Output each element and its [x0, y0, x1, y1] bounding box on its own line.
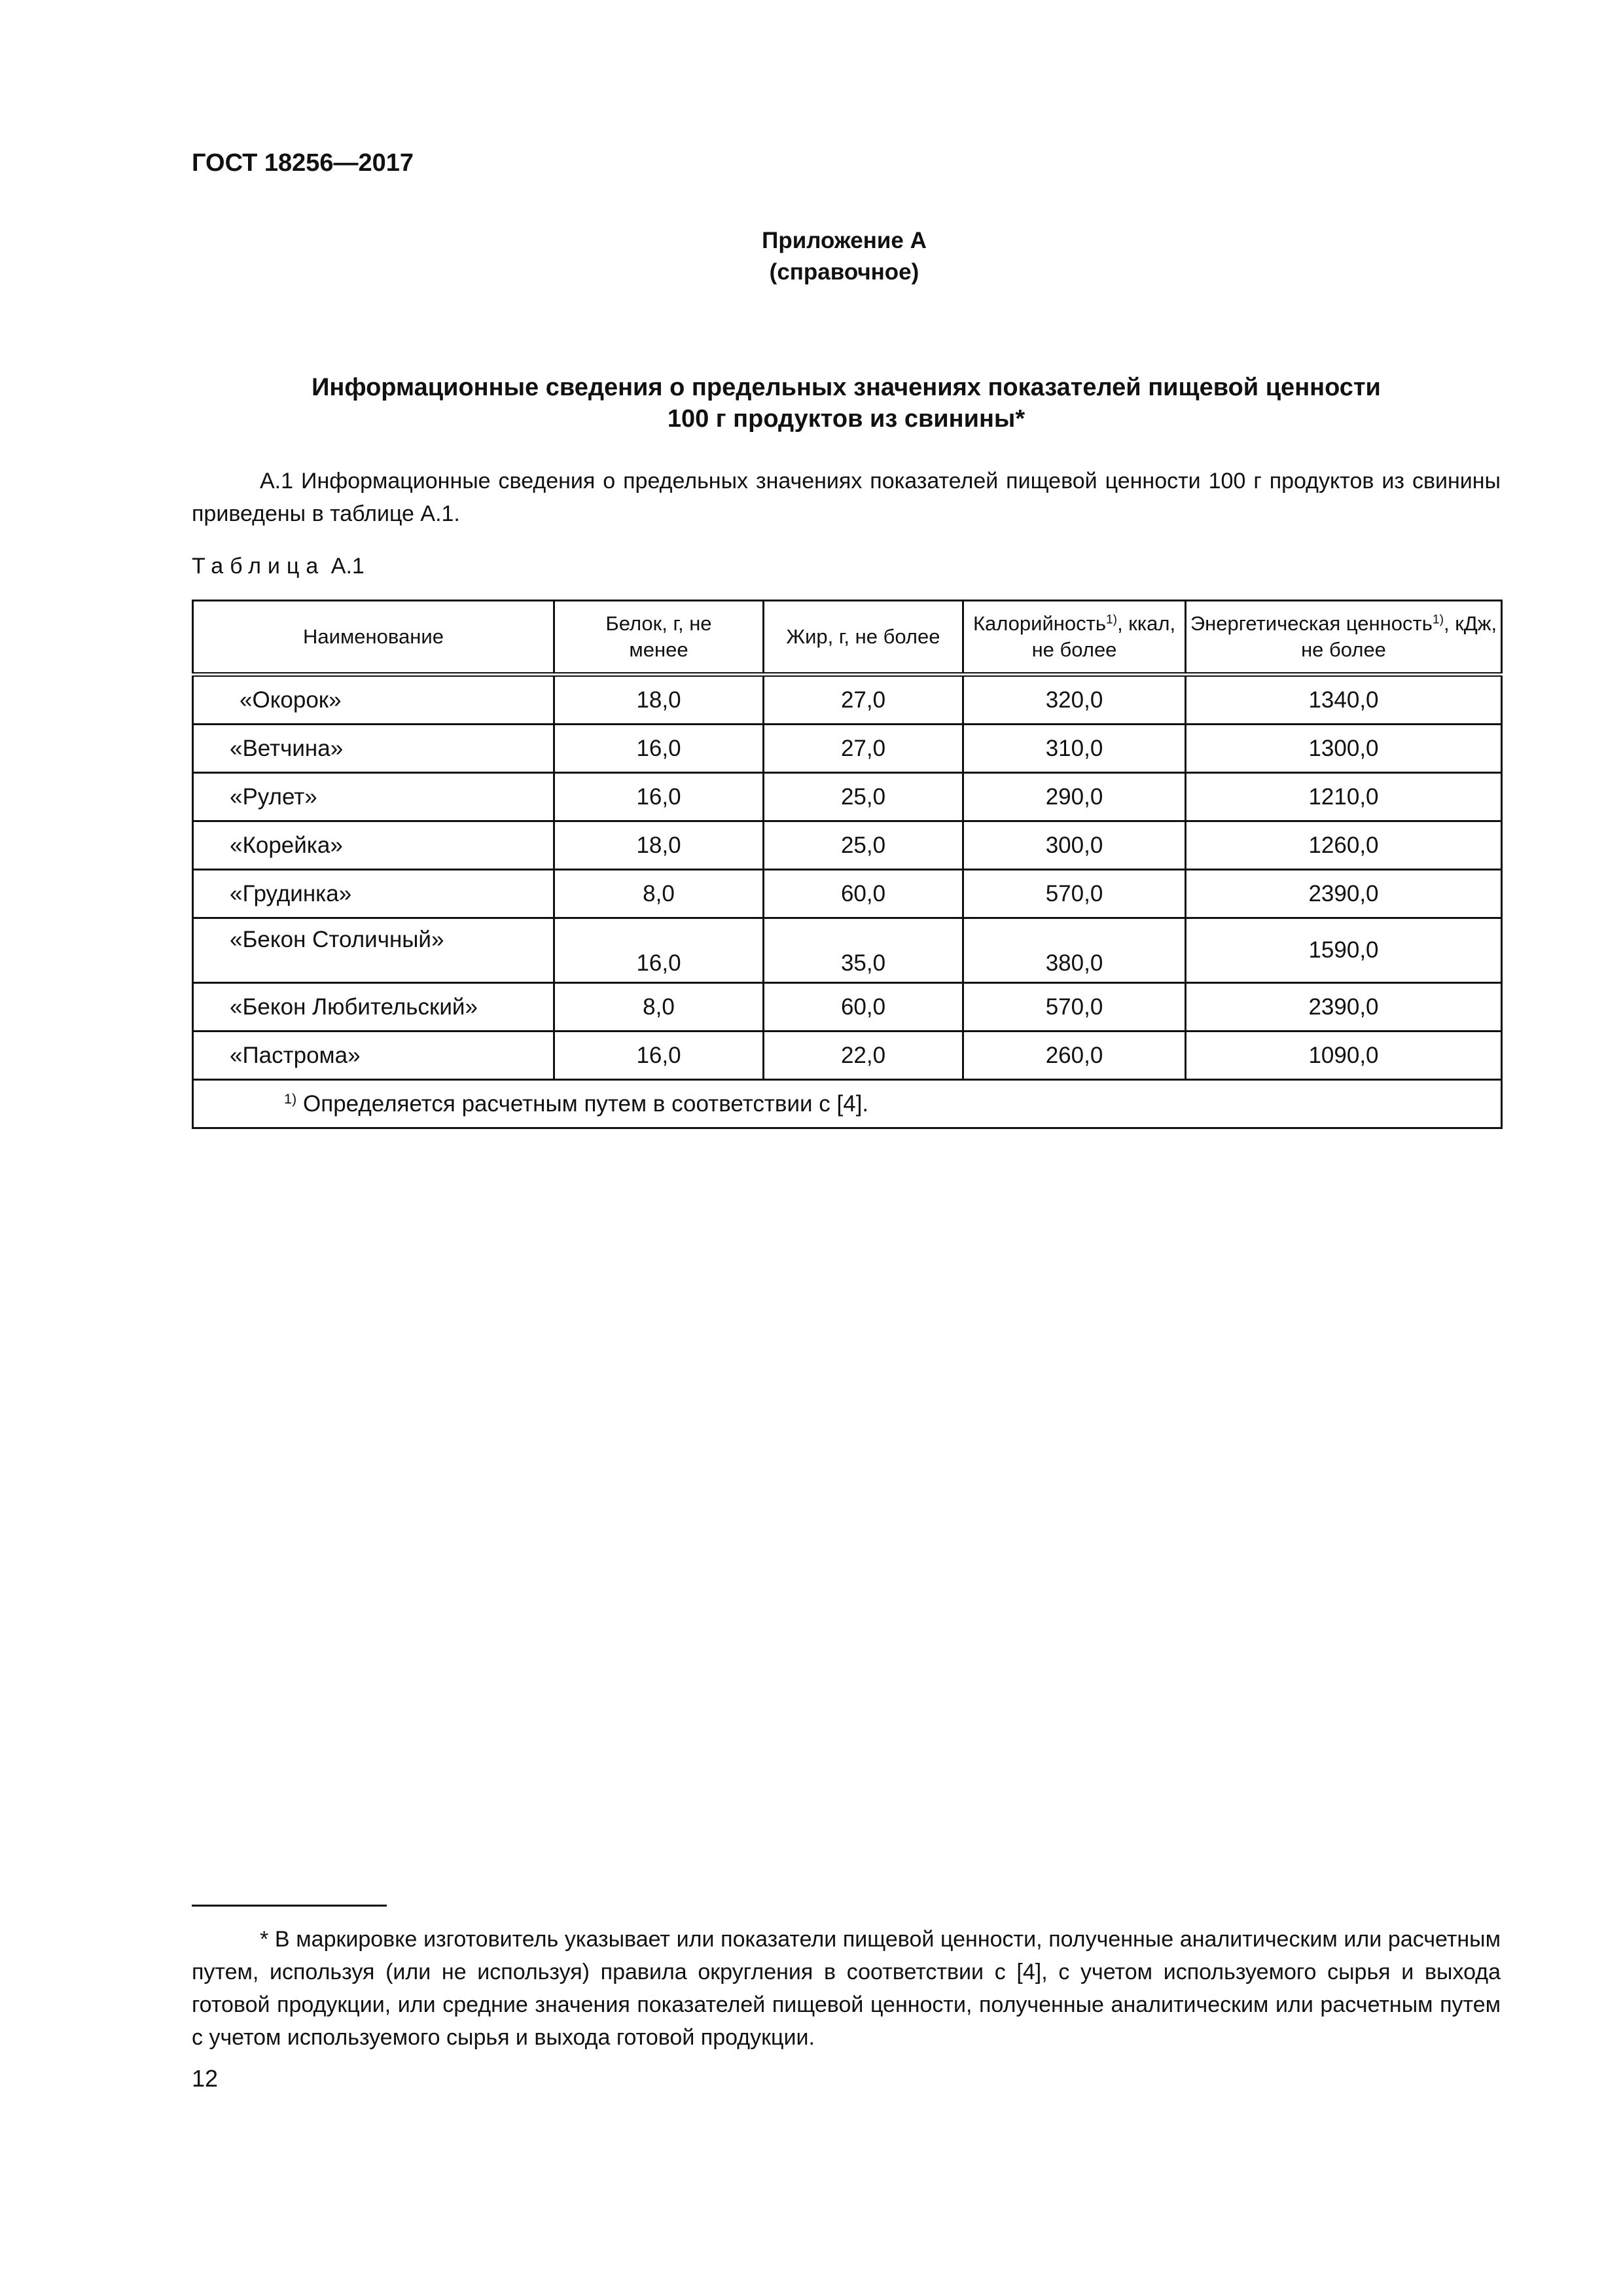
cell-fat: 35,0: [764, 918, 963, 983]
cell-protein: 16,0: [554, 918, 764, 983]
appendix-title: Приложение А: [762, 228, 927, 253]
col-header-name: Наименование: [193, 601, 554, 675]
cell-calories: 320,0: [963, 675, 1186, 725]
col-header-fat: Жир, г, не более: [764, 601, 963, 675]
table-row: [193, 918, 1502, 983]
table-note: [193, 1080, 1502, 1128]
cell-fat: 25,0: [764, 821, 963, 870]
document-code: ГОСТ 18256—2017: [192, 149, 414, 177]
cell-calories: 380,0: [963, 918, 1186, 983]
cell-name: «Бекон Любительский»: [193, 983, 554, 1031]
table-row: [193, 725, 1502, 773]
table-row: [193, 773, 1502, 821]
col-header-protein-text: Белок, г, не менее: [605, 612, 712, 661]
col-header-calories: [963, 601, 1186, 675]
cell-name: «Рулет»: [193, 773, 554, 821]
cell-calories: 570,0: [963, 983, 1186, 1031]
cell-calories: 260,0: [963, 1031, 1186, 1080]
cell-fat: 27,0: [764, 675, 963, 725]
appendix-subtitle: (справочное): [769, 259, 919, 285]
table-header-row: [193, 601, 1502, 675]
table-row: [193, 675, 1502, 725]
cell-protein: 8,0: [554, 983, 764, 1031]
energy-unit: , кДж, не более: [1301, 612, 1497, 661]
table-row: [193, 821, 1502, 870]
cell-fat: 27,0: [764, 725, 963, 773]
cell-name: «Ветчина»: [193, 725, 554, 773]
cell-calories: 300,0: [963, 821, 1186, 870]
footnote-divider: [192, 1905, 387, 1907]
page-number: 12: [192, 2065, 219, 2092]
cell-calories: 310,0: [963, 725, 1186, 773]
calories-label: Калорийность: [972, 612, 1106, 635]
table-caption-word: Таблица: [192, 554, 325, 579]
cell-protein: 16,0: [554, 773, 764, 821]
cell-fat: 60,0: [764, 983, 963, 1031]
appendix-label: [0, 225, 1623, 288]
calories-unit: , ккал, не более: [1031, 612, 1176, 661]
energy-footnote-mark: 1): [1432, 613, 1444, 627]
cell-name: «Пастрома»: [193, 1031, 554, 1080]
cell-fat: 22,0: [764, 1031, 963, 1080]
cell-name: «Грудинка»: [193, 870, 554, 918]
table-row: [193, 983, 1502, 1031]
cell-energy: 1340,0: [1186, 675, 1502, 725]
energy-label: Энергетическая ценность: [1190, 612, 1433, 635]
cell-calories: 570,0: [963, 870, 1186, 918]
cell-fat: 60,0: [764, 870, 963, 918]
cell-energy: 1090,0: [1186, 1031, 1502, 1080]
cell-energy: 2390,0: [1186, 870, 1502, 918]
table-note-text: Определяется расчетным путем в соответствии с [4].: [296, 1090, 869, 1117]
footnote: * В маркировке изготовитель указывает или показатели пищевой ценности, полученные аналитическим или расчетным путем, используя (или не используя) правила округления в соответствии с [4], с учетом используемого сырья и выхода готовой продукции, или средние значения показателей пищевой ценности, полученные аналитическим или расчетным путем с учетом используемого сырья и выхода готовой продукции.: [192, 1927, 1501, 2050]
cell-fat: 25,0: [764, 773, 963, 821]
table-note-mark: 1): [284, 1090, 297, 1107]
cell-protein: 8,0: [554, 870, 764, 918]
nutrition-table: [192, 600, 1501, 1129]
cell-name: «Окорок»: [193, 675, 554, 725]
table-note-row: [193, 1080, 1502, 1128]
cell-protein: 16,0: [554, 1031, 764, 1080]
intro-paragraph: А.1 Информационные сведения о предельных значениях показателей пищевой ценности 100 г продуктов из свинины приведены в таблице А.1.: [192, 469, 1501, 526]
cell-energy: 1300,0: [1186, 725, 1502, 773]
cell-name: «Корейка»: [193, 821, 554, 870]
cell-protein: 16,0: [554, 725, 764, 773]
col-header-protein: [554, 601, 764, 675]
cell-calories: 290,0: [963, 773, 1186, 821]
table-row: [193, 1031, 1502, 1080]
col-header-energy: [1186, 601, 1502, 675]
heading-line-1: Информационные сведения о предельных значениях показателей пищевой ценности: [312, 374, 1381, 401]
calories-footnote-mark: 1): [1106, 613, 1118, 627]
cell-name: «Бекон Столичный»: [193, 918, 554, 983]
heading-line-2: 100 г продуктов из свинины*: [667, 405, 1026, 433]
cell-energy: 1260,0: [1186, 821, 1502, 870]
cell-energy: 1210,0: [1186, 773, 1502, 821]
table-caption: [192, 554, 365, 579]
cell-energy: 1590,0: [1186, 918, 1502, 983]
table-row: [193, 870, 1502, 918]
cell-protein: 18,0: [554, 675, 764, 725]
cell-energy: 2390,0: [1186, 983, 1502, 1031]
section-heading: [192, 372, 1501, 435]
cell-protein: 18,0: [554, 821, 764, 870]
table-caption-id: А.1: [330, 554, 365, 579]
